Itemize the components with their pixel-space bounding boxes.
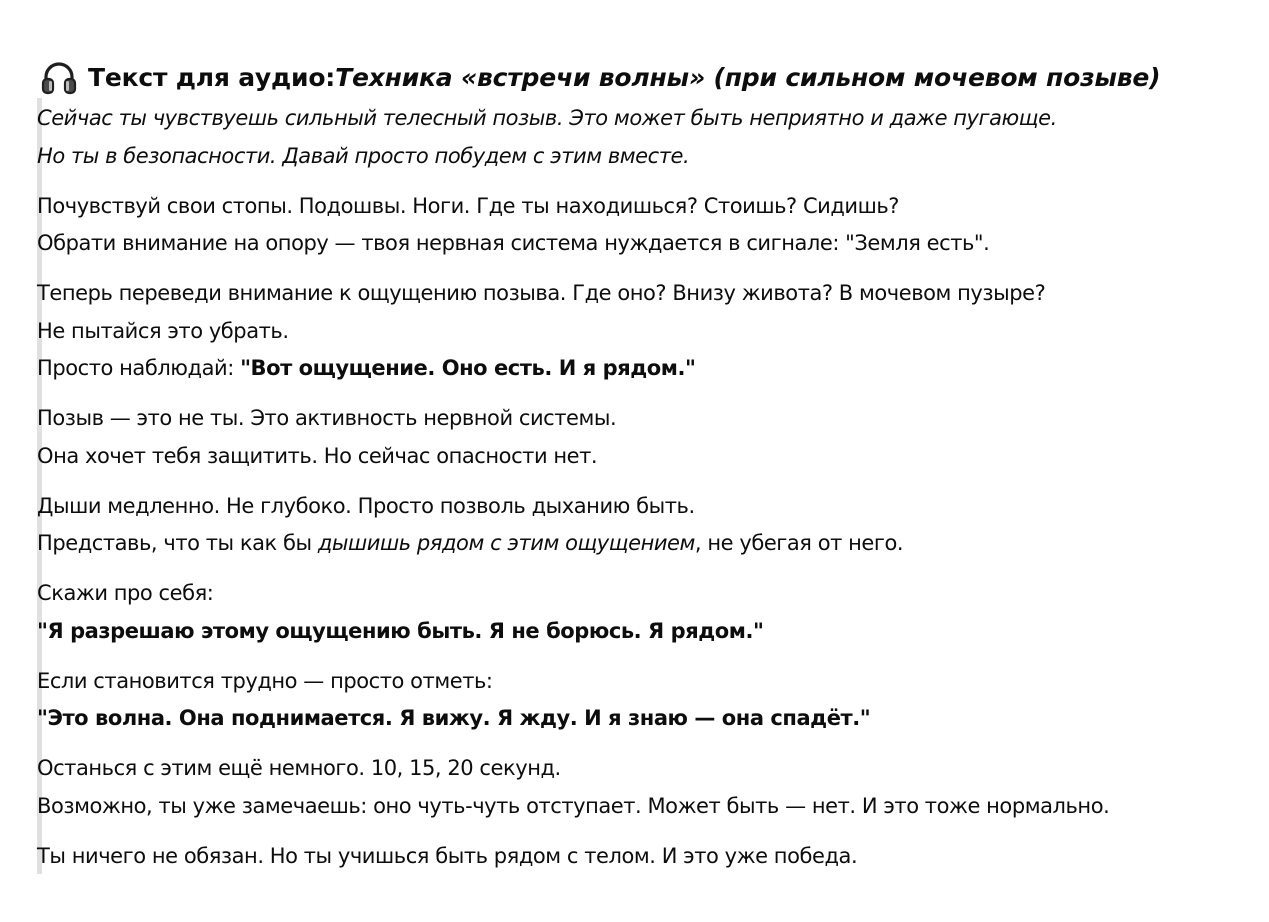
- breathing-line-2: [37, 525, 1237, 563]
- paragraph-grounding: [37, 188, 1237, 263]
- heading-prefix: Текст для аудио:: [88, 62, 336, 92]
- self-talk-affirmation: "Я разрешаю этому ощущению быть. Я не борюсь. Я рядом.": [37, 618, 764, 643]
- paragraph-closing: [37, 838, 1237, 876]
- paragraph-nervous-system: [37, 400, 1237, 475]
- closing-line: Ты ничего не обязан. Но ты учишься быть рядом с телом. И это уже победа.: [37, 843, 858, 868]
- audio-script-text: [37, 100, 1237, 888]
- breathing-emphasis: дышишь рядом с этим ощущением: [317, 531, 695, 555]
- stay-line-2: Возможно, ты уже замечаешь: оно чуть-чуть отступает. Может быть — нет. И это тоже нормально.: [37, 793, 1110, 818]
- nervous-line-1: Позыв — это не ты. Это активность нервной системы.: [37, 406, 617, 430]
- headphones-icon: [40, 58, 78, 96]
- paragraph-self-talk: [37, 575, 1237, 650]
- nervous-line-2: Она хочет тебя защитить. Но сейчас опасности нет.: [37, 443, 598, 468]
- observe-line-3-prefix: Просто наблюдай:: [37, 356, 241, 380]
- self-talk-line-1: Скажи про себя:: [37, 581, 214, 605]
- intro-line-1: Сейчас ты чувствуешь сильный телесный позыв. Это может быть неприятно и даже пугающе.: [37, 106, 1057, 130]
- grounding-line-2: Обрати внимание на опору — твоя нервная система нуждается в сигнале: "Земля есть".: [37, 231, 990, 255]
- paragraph-observe: [37, 275, 1237, 388]
- grounding-line-1: Почувствуй свои стопы. Подошвы. Ноги. Где ты находишься? Стоишь? Сидишь?: [37, 193, 900, 218]
- intro-paragraph: [37, 100, 1237, 175]
- breathing-line-2-suffix: , не убегая от него.: [694, 531, 904, 555]
- breathing-line-1: Дыши медленно. Не глубоко. Просто позволь дыханию быть.: [37, 493, 695, 518]
- observe-line-2: Не пытайся это убрать.: [37, 318, 289, 343]
- breathing-line-2-prefix: Представь, что ты как бы: [37, 531, 318, 555]
- observe-line-1: Теперь переведи внимание к ощущению позыва. Где оно? Внизу живота? В мочевом пузыре?: [37, 281, 1046, 305]
- paragraph-breathing: [37, 488, 1237, 563]
- wave-line-1: Если становится трудно — просто отметь:: [37, 668, 493, 693]
- wave-affirmation: "Это волна. Она поднимается. Я вижу. Я жду. И я знаю — она спадёт.": [37, 706, 871, 730]
- stay-line-1: Останься с этим ещё немного. 10, 15, 20 секунд.: [37, 756, 561, 780]
- paragraph-stay: [37, 750, 1237, 825]
- section-heading: [40, 54, 1160, 100]
- heading-title: Техника «встречи волны» (при сильном мочевом позыве): [335, 62, 1161, 92]
- paragraph-wave: [37, 663, 1237, 738]
- observe-line-3: [37, 350, 1237, 388]
- intro-line-2: Но ты в безопасности. Давай просто побудем с этим вместе.: [37, 143, 690, 168]
- observe-affirmation: "Вот ощущение. Оно есть. И я рядом.": [240, 356, 696, 380]
